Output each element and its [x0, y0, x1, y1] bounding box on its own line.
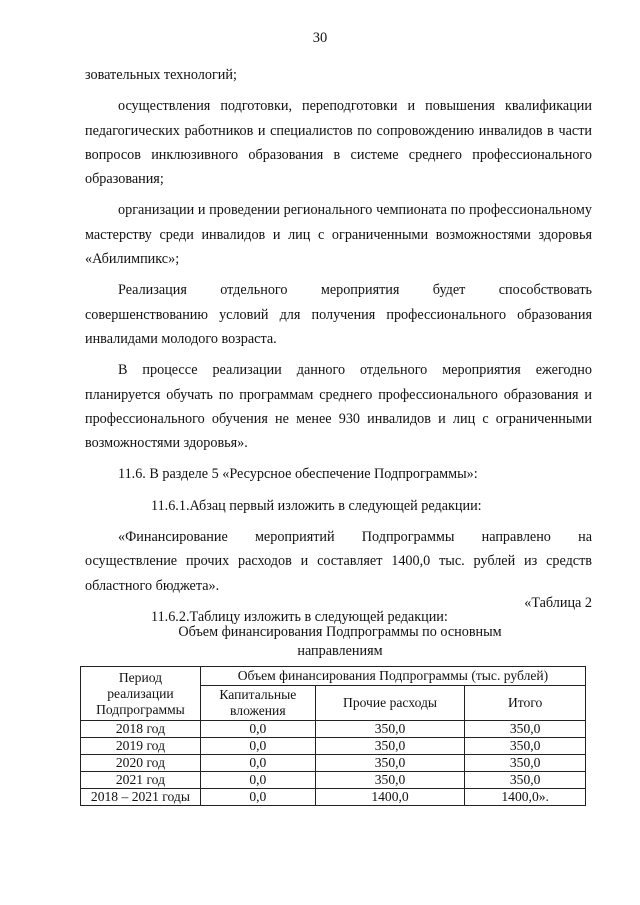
section-heading: 11.6. В разделе 5 «Ресурсное обеспечение Подпрограммы»: [118, 466, 478, 483]
table-row [81, 738, 586, 755]
cell-capital: 0,0 [200, 755, 315, 772]
cell-other: 350,0 [315, 772, 465, 789]
cell-period: 2019 год [81, 738, 201, 755]
cell-other: 350,0 [315, 755, 465, 772]
paragraph: зовательных технологий; [85, 67, 237, 83]
header-other: Прочие расходы [315, 686, 465, 721]
header-period: Период реализации Подпрограммы [81, 667, 201, 721]
cell-period: 2020 год [81, 755, 201, 772]
table-row [81, 721, 586, 738]
cell-other: 350,0 [315, 738, 465, 755]
numbered-paragraph [85, 494, 592, 518]
table-row-total [81, 789, 586, 806]
financing-table [80, 666, 586, 806]
paragraph: В процессе реализации данного отдельного мероприятия ежегодно планируется обучать по программам среднего профессионального образования и профессионального обучения не менее 930 инвалидов и лиц с ограниченными возможностями здоровья». [85, 362, 592, 452]
cell-capital: 0,0 [200, 721, 315, 738]
paragraph-number: 11.6.2. [151, 608, 190, 625]
cell-period: 2018 – 2021 годы [81, 789, 201, 806]
cell-period: 2021 год [81, 772, 201, 789]
table-title: Объем финансирования Подпрограммы по основным направлениям [178, 624, 502, 659]
page-number: 30 [312, 30, 328, 46]
table-label: «Таблица 2 [524, 595, 592, 611]
table-row [81, 772, 586, 789]
cell-period: 2018 год [81, 721, 201, 738]
paragraph-text: Таблицу изложить в следующей редакции: [189, 608, 448, 625]
cell-total: 350,0 [465, 772, 586, 789]
paragraph-text: Абзац первый изложить в следующей редакции: [189, 497, 482, 514]
document-body [85, 63, 592, 636]
cell-other: 350,0 [315, 721, 465, 738]
paragraph: «Финансирование мероприятий Подпрограммы направлено на осуществление прочих расходов и составляет 1400,0 тыс. рублей из средств областного бюджета». [85, 529, 592, 594]
paragraph: осуществления подготовки, переподготовки и повышения квалификации педагогических работников и специалистов по сопровождению инвалидов в части вопросов инклюзивного образования в системе среднего профессионального образования; [85, 98, 592, 188]
cell-capital: 0,0 [200, 789, 315, 806]
cell-capital: 0,0 [200, 738, 315, 755]
cell-total: 350,0 [465, 721, 586, 738]
paragraph: организации и проведении регионального чемпионата по профессиональному мастерству среди инвалидов и лиц с ограниченными возможностями здоровья «Абилимпикс»; [85, 202, 592, 268]
cell-total: 350,0 [465, 755, 586, 772]
header-capital: Капитальные вложения [200, 686, 315, 721]
header-total: Итого [465, 686, 586, 721]
header-financing-group: Объем финансирования Подпрограммы (тыс. рублей) [200, 667, 585, 686]
paragraph-number: 11.6.1. [151, 497, 190, 514]
cell-total: 350,0 [465, 738, 586, 755]
table-row [81, 755, 586, 772]
cell-capital: 0,0 [200, 772, 315, 789]
cell-other: 1400,0 [315, 789, 465, 806]
paragraph: Реализация отдельного мероприятия будет способствовать совершенствованию условий для получения профессионального образования инвалидами молодого возраста. [85, 282, 592, 347]
cell-total: 1400,0». [465, 789, 586, 806]
